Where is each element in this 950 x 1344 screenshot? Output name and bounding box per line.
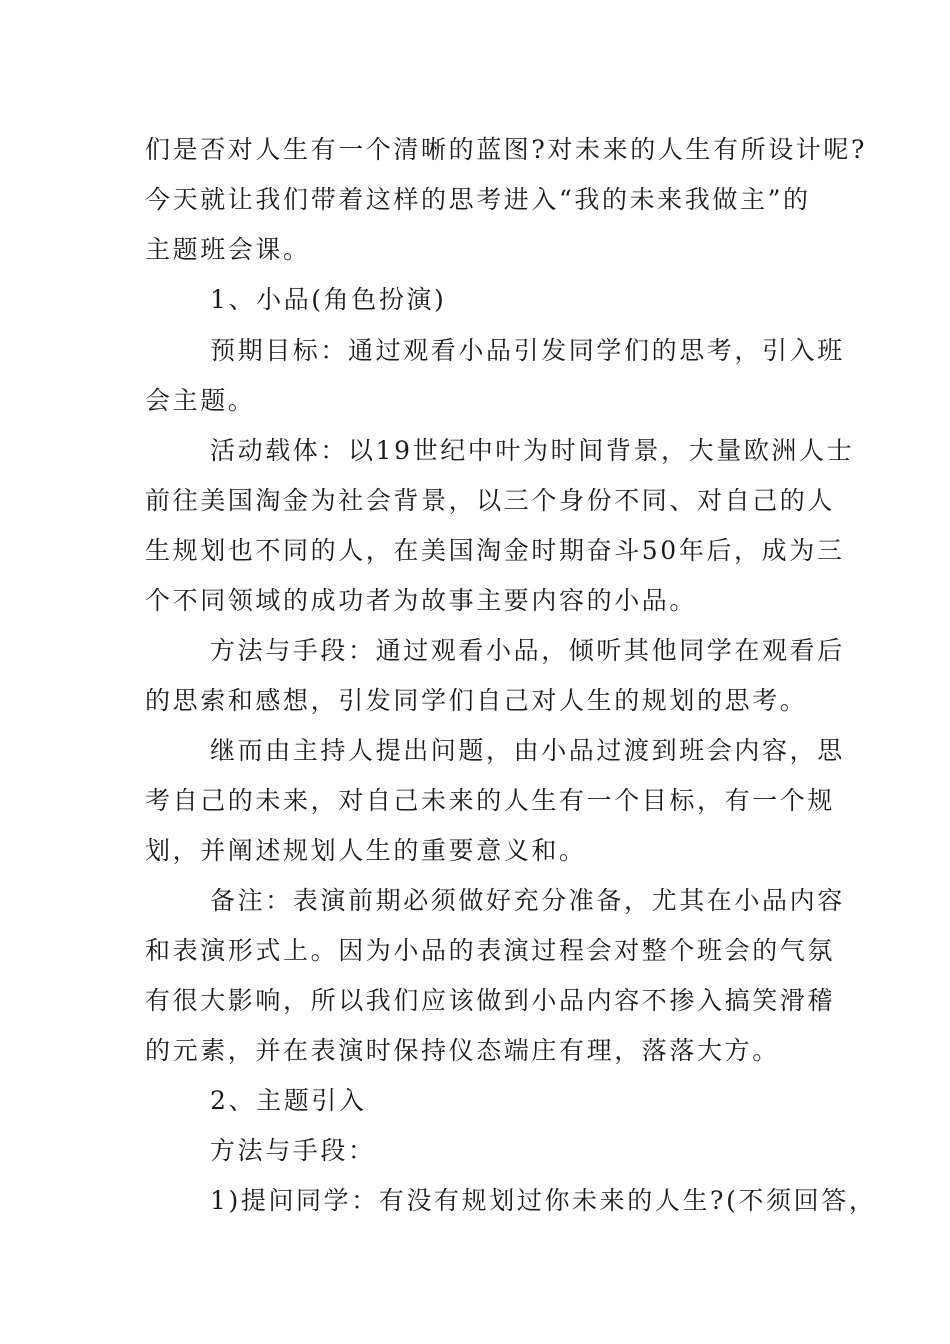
text-line: 备注：表演前期必须做好充分准备，尤其在小品内容 [210, 886, 845, 915]
text-line: 1)提问同学：有没有规划过你未来的人生?(不须回答， [210, 1186, 877, 1215]
text-line: 们是否对人生有一个清晰的蓝图?对未来的人生有所设计呢? [145, 135, 868, 164]
text-line: 和表演形式上。因为小品的表演过程会对整个班会的气氛 [145, 936, 836, 965]
text-line: 前往美国淘金为社会背景，以三个身份不同、对自己的人 [145, 486, 836, 515]
text-line: 主题班会课。 [145, 235, 311, 264]
text-line: 方法与手段： [210, 1136, 376, 1165]
text-line: 方法与手段：通过观看小品，倾听其他同学在观看后 [210, 636, 845, 665]
text-line: 的元素，并在表演时保持仪态端庄有理，落落大方。 [145, 1036, 780, 1065]
text-line: 的思索和感想，引发同学们自己对人生的规划的思考。 [145, 686, 808, 715]
text-line: 继而由主持人提出问题，由小品过渡到班会内容，思 [210, 736, 845, 765]
section-heading: 2、主题引入 [210, 1086, 367, 1115]
text-line: 生规划也不同的人，在美国淘金时期奋斗50年后，成为三 [145, 536, 845, 565]
text-line: 会主题。 [145, 386, 256, 415]
text-line: 预期目标：通过观看小品引发同学们的思考，引入班 [210, 336, 845, 365]
section-heading: 1、小品(角色扮演) [210, 285, 447, 314]
text-line: 活动载体：以19世纪中叶为时间背景，大量欧洲人士 [210, 436, 855, 465]
text-line: 今天就让我们带着这样的思考进入“我的未来我做主”的 [145, 185, 811, 214]
text-line: 划，并阐述规划人生的重要意义和。 [145, 836, 587, 865]
text-line: 个不同领域的成功者为故事主要内容的小品。 [145, 586, 698, 615]
text-line: 有很大影响，所以我们应该做到小品内容不掺入搞笑滑稽 [145, 986, 836, 1015]
text-line: 考自己的未来，对自己未来的人生有一个目标，有一个规 [145, 786, 836, 815]
